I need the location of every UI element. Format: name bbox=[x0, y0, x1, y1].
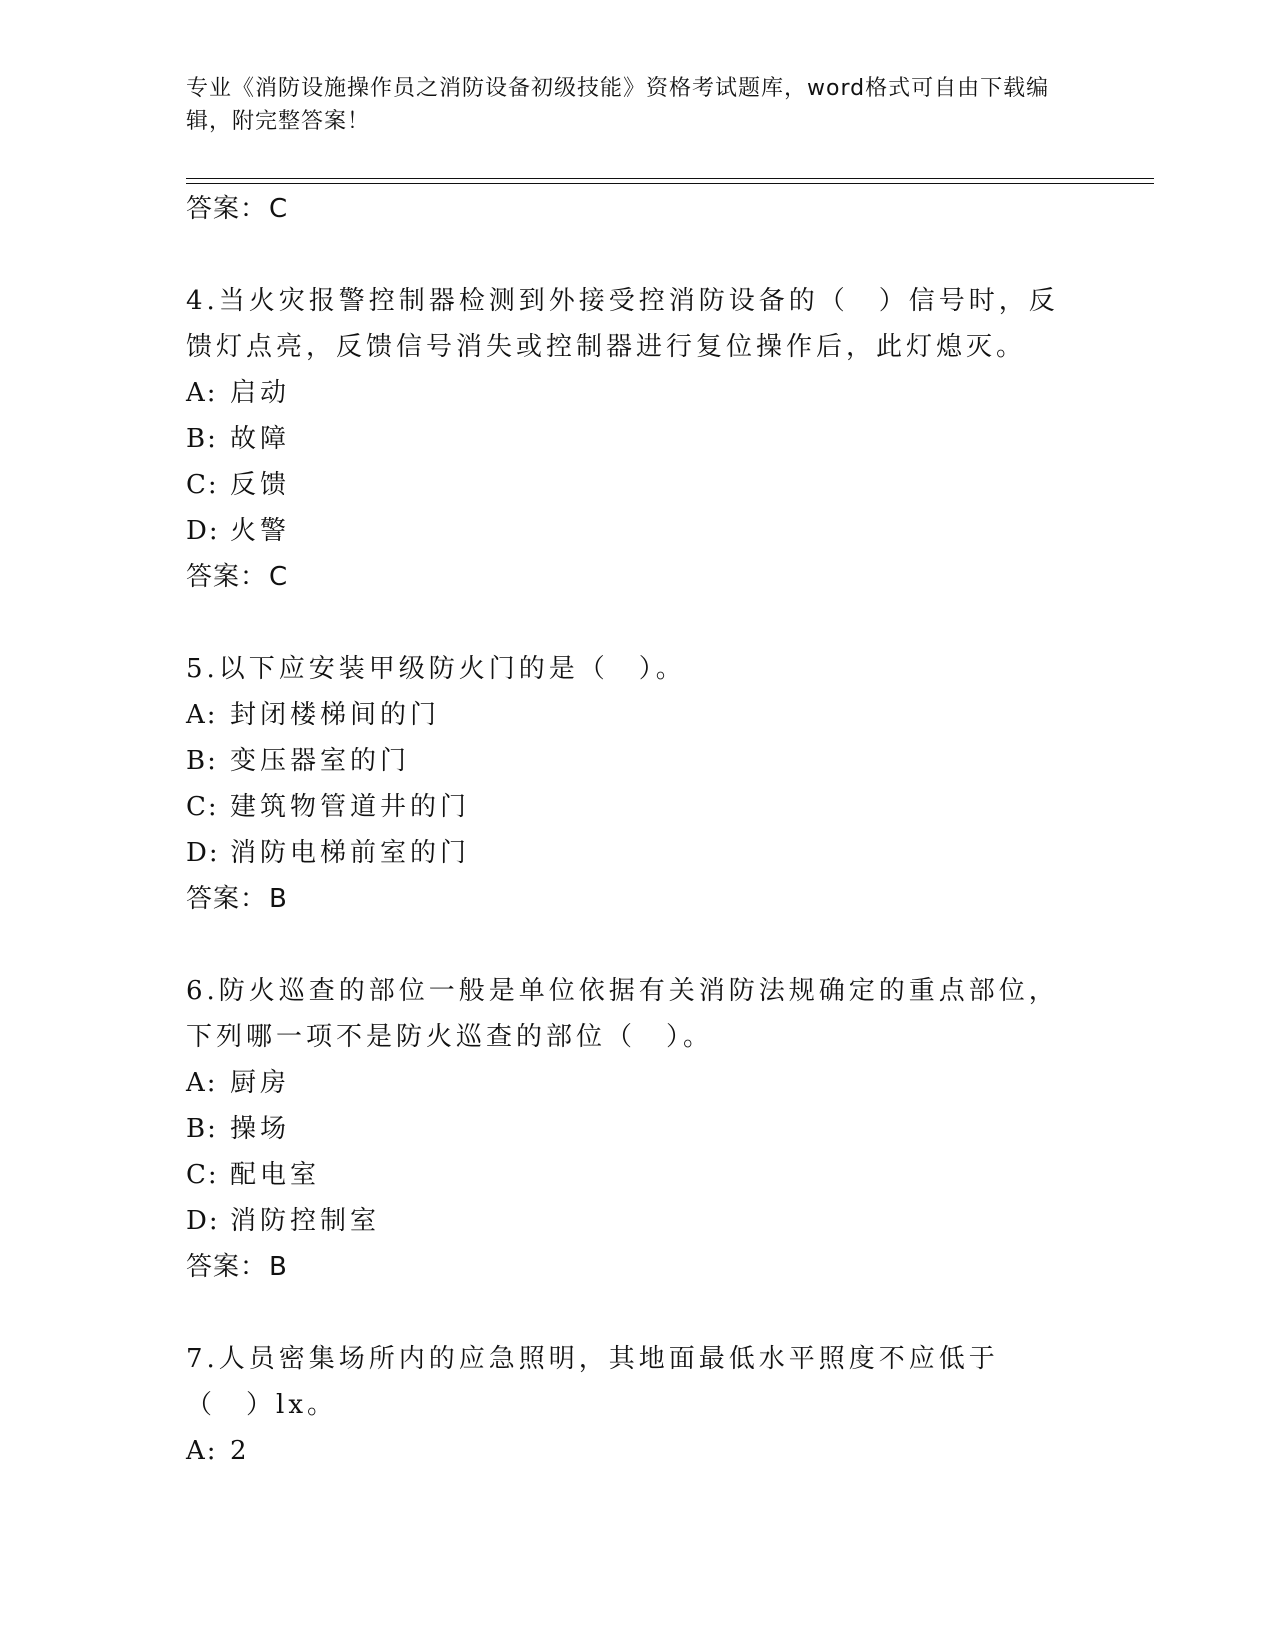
answer-value: B bbox=[269, 884, 288, 914]
option-text: 建筑物管道井的门 bbox=[230, 792, 471, 822]
header-divider-bottom bbox=[186, 183, 1154, 184]
answer-value: B bbox=[269, 1252, 288, 1282]
question-item bbox=[186, 968, 1066, 1290]
option-key: A: bbox=[186, 1068, 218, 1098]
option-d bbox=[186, 508, 1066, 554]
option-d bbox=[186, 1198, 1066, 1244]
option-key: D: bbox=[186, 1206, 220, 1236]
option-c bbox=[186, 784, 1066, 830]
option-text: 故障 bbox=[230, 424, 291, 454]
header-divider-top bbox=[186, 178, 1154, 179]
option-a bbox=[186, 692, 1066, 738]
answer-line bbox=[186, 186, 1066, 232]
option-key: D: bbox=[186, 838, 220, 868]
question-list bbox=[186, 186, 1066, 1474]
option-b bbox=[186, 416, 1066, 462]
option-text: 配电室 bbox=[230, 1160, 321, 1190]
answer-line bbox=[186, 876, 1066, 922]
answer-label: 答案： bbox=[186, 1252, 268, 1282]
option-key: B: bbox=[186, 424, 218, 454]
answer-label: 答案： bbox=[186, 562, 268, 592]
option-key: A: bbox=[186, 1436, 218, 1466]
answer-label: 答案： bbox=[186, 194, 268, 224]
option-c bbox=[186, 1152, 1066, 1198]
option-text: 操场 bbox=[230, 1114, 291, 1144]
option-text: 消防控制室 bbox=[230, 1206, 381, 1236]
option-text: 封闭楼梯间的门 bbox=[230, 700, 441, 730]
option-key: B: bbox=[186, 1114, 218, 1144]
option-text: 启动 bbox=[230, 378, 291, 408]
option-key: C: bbox=[186, 1160, 219, 1190]
option-d bbox=[186, 830, 1066, 876]
option-text: 火警 bbox=[230, 516, 291, 546]
option-key: C: bbox=[186, 470, 219, 500]
answer-line bbox=[186, 1244, 1066, 1290]
option-text: 2 bbox=[230, 1436, 251, 1466]
option-key: C: bbox=[186, 792, 219, 822]
question-item bbox=[186, 646, 1066, 922]
question-stem: 6.防火巡查的部位一般是单位依据有关消防法规确定的重点部位，下列哪一项不是防火巡查的部位（ ）。 bbox=[186, 976, 1059, 1052]
document-header: 专业《消防设施操作员之消防设备初级技能》资格考试题库，word格式可自由下载编辑，附完整答案！ bbox=[186, 76, 1050, 134]
answer-value: C bbox=[269, 194, 289, 224]
answer-label: 答案： bbox=[186, 884, 268, 914]
option-text: 消防电梯前室的门 bbox=[230, 838, 471, 868]
question-stem: 4.当火灾报警控制器检测到外接受控消防设备的（ ）信号时，反馈灯点亮，反馈信号消失或控制器进行复位操作后，此灯熄灭。 bbox=[186, 286, 1059, 362]
option-key: D: bbox=[186, 516, 220, 546]
question-stem: 5.以下应安装甲级防火门的是（ ）。 bbox=[186, 654, 686, 684]
answer-value: C bbox=[269, 562, 289, 592]
option-text: 反馈 bbox=[230, 470, 291, 500]
option-key: A: bbox=[186, 378, 218, 408]
option-c bbox=[186, 462, 1066, 508]
option-a bbox=[186, 1060, 1066, 1106]
question-item bbox=[186, 278, 1066, 600]
option-a bbox=[186, 1428, 1066, 1474]
question-item bbox=[186, 1336, 1066, 1474]
option-b bbox=[186, 1106, 1066, 1152]
option-a bbox=[186, 370, 1066, 416]
option-text: 变压器室的门 bbox=[230, 746, 411, 776]
option-key: B: bbox=[186, 746, 218, 776]
question-stem: 7.人员密集场所内的应急照明，其地面最低水平照度不应低于（ ）lx。 bbox=[186, 1344, 999, 1420]
answer-line bbox=[186, 554, 1066, 600]
option-b bbox=[186, 738, 1066, 784]
option-key: A: bbox=[186, 700, 218, 730]
option-text: 厨房 bbox=[230, 1068, 291, 1098]
